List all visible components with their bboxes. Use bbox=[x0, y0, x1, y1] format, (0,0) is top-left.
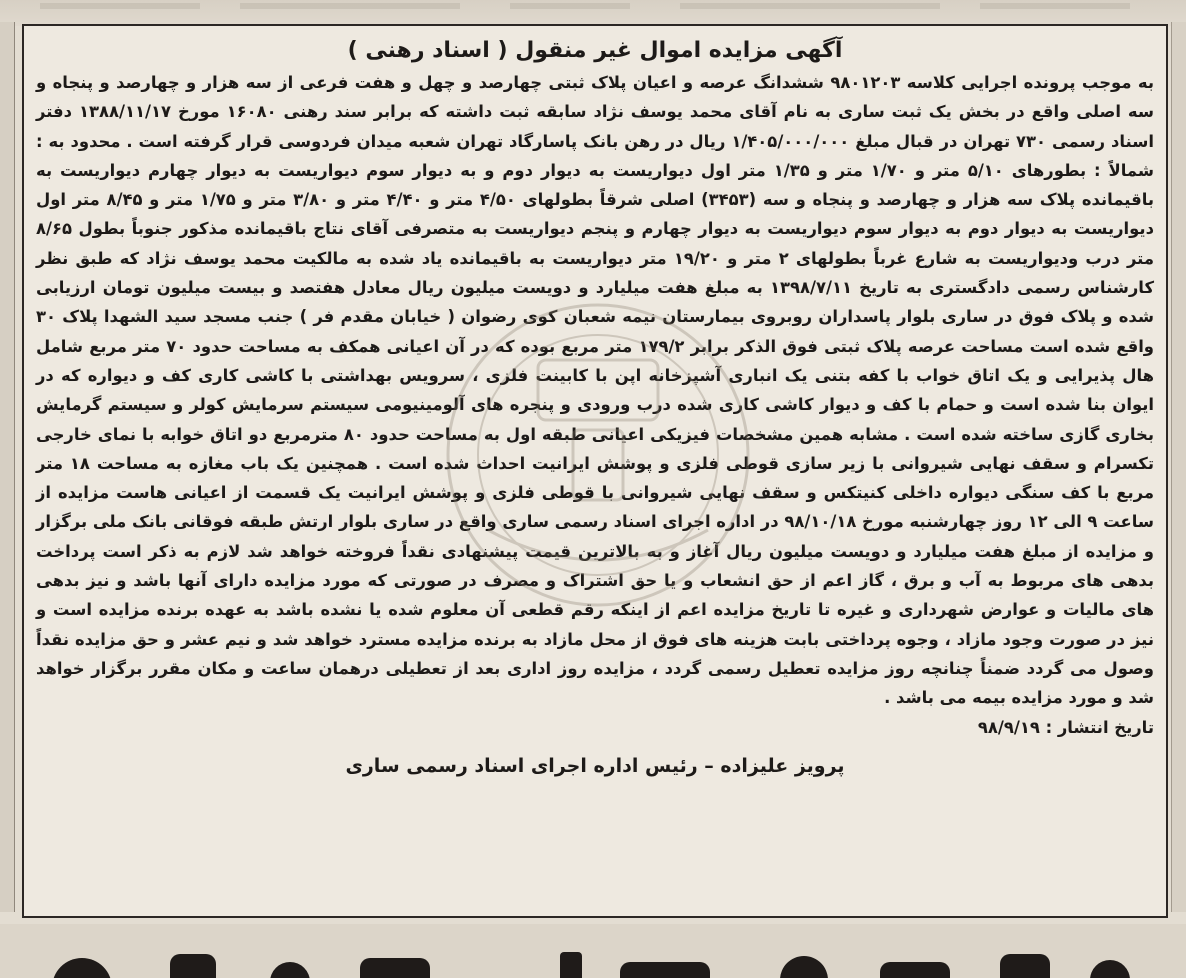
publication-date-value: ۹۸/۹/۱۹ bbox=[977, 717, 1040, 737]
left-column-edge bbox=[0, 22, 15, 912]
next-article-fragment bbox=[0, 924, 1186, 978]
notice-body: به موجب پرونده اجرایی کلاسه ۹۸۰۱۲۰۳ ششدانگ عرصه و اعیان پلاک ثبتی چهارصد و چهل و هفت فرعی از سه هزار و چهارصد و پنجاه و سه اصلی واقع در بخش یک ثبت ساری به نام آقای محمد یوسف نژاد سابقه ثبت داشته که برابر سند رهنی ۱۶۰۸۰ مورخ ۱۳۸۸/۱۱/۱۷ دفتر اسناد رسمی ۷۳۰ تهران در قبال مبلغ ۱/۴۰۵/۰۰۰/۰۰۰ ریال در رهن بانک پاسارگاد تهران شعبه میدان فردوسی قرار گرفته است . محدود به : شمالاً : بطورهای ۵/۱۰ متر و ۱/۷۰ متر و ۱/۳۵ متر اول دیواریست به دیوار دوم و به دیوار سوم دیواریست به دیوار چهارم دیواریست به باقیمانده پلاک سه هزار و چهارصد و پنجاه و سه (۳۴۵۳) اصلی شرقاً بطولهای ۴/۵۰ متر و ۴/۴۰ متر و ۳/۸۰ متر و ۱/۷۵ متر و ۸/۴۵ متر اول دیواریست به دیوار دوم به دیوار سوم دیواریست به دیوار چهارم و پنجم دیواریست به متصرفی آقای نتاج باقیمانده مذکور جنوباً بطول ۸/۶۵ متر درب ودیواریست به شارع غرباً بطولهای ۲ متر و ۱۹/۲۰ متر دیواریست به باقیمانده یاد شده به مالکیت محمد یوسف نژاد که طبق نظر کارشناس رسمی دادگستری به تاریخ ۱۳۹۸/۷/۱۱ به مبلغ هفت میلیارد و دویست میلیون ریال معادل هفتصد و بیست میلیون تومان ارزیابی شده و پلاک فوق در ساری بلوار پاسداران روبروی بیمارستان نیمه شعبان کوی رضوان ( خیابان مقدم فر ) جنب مسجد سید الشهدا پلاک ۳۰ واقع شده است مساحت عرصه پلاک ثبتی فوق الذکر برابر ۱۷۹/۲ متر مربع بوده که در آن اعیانی همکف به مساحت حدود ۷۰ متر مربع شامل هال پذیرایی و یک اتاق خواب با کفه بتنی یک انباری آشپزخانه اپن با کابینت فلزی ، سرویس بهداشتی با کاشی کاری کف و دیواره که در ایوان بنا شده است و حمام با کف و دیوار کاشی کاری شده درب ورودی و پنجره های آلومینیومی سیستم سرمایش کولر و سیستم گرمایش بخاری گازی ساخته شده است . مشابه همین مشخصات فیزیکی اعیانی طبقه اول به مساحت حدود ۸۰ مترمربع دو اتاق خوابه با نمای خارجی تکسرام و سقف نهایی شیروانی با زیر سازی قوطی فلزی و پوشش ایرانیت احداث شده است . همچنین یک باب مغازه به مساحت ۱۸ متر مربع با کف سنگی دیواره داخلی کنیتکس و سقف نهایی شیروانی با قوطی فلزی و پوشش ایرانیت یک قسمت از اعیانی هاست مزایده از ساعت ۹ الی ۱۲ روز چهارشنبه مورخ ۹۸/۱۰/۱۸ در اداره اجرای اسناد رسمی ساری واقع در ساری بلوار ارتش طبقه فوقانی بانک ملی برگزار و مزایده از مبلغ هفت میلیارد و دویست میلیون ریال آغاز و به بالاترین قیمت پیشنهادی نقداً فروخته خواهد شد لازم به ذکر است پرداخت بدهی های مربوط به آب و برق ، گاز اعم از حق انشعاب و یا حق اشتراک و مصرف در صورتی که مورد مزایده دارای آنها باشد و نیز بدهی های مالیات و عوارض شهرداری و غیره تا تاریخ مزایده اعم از اینکه رقم قطعی آن معلوم شده یا نشده باشد به عهده برنده مزایده است و نیز در صورت وجود مازاد ، وجوه پرداختی بابت هزینه های فوق از محل مازاد به برنده مزایده مسترد خواهد شد و نیم عشر و حق مزایده نقداً وصول می گردد ضمناً چنانچه روز مزایده تعطیل رسمی گردد ، مزایده روز اداری بعد از تعطیلی درهمان ساعت و مکان مقرر برگزار خواهد شد و مورد مزایده بیمه می باشد . bbox=[36, 73, 1155, 708]
auction-notice bbox=[22, 24, 1168, 918]
right-column-edge bbox=[1171, 22, 1186, 912]
publication-date-label: تاریخ انتشار : bbox=[1045, 717, 1154, 737]
publication-date bbox=[36, 713, 1154, 742]
top-bleed-strip bbox=[0, 0, 1186, 26]
notice-signature: پرویز علیزاده – رئیس اداره اجرای اسناد رسمی ساری bbox=[345, 754, 845, 777]
notice-title: آگهی مزایده اموال غیر منقول ( اسناد رهنی ) bbox=[347, 38, 843, 63]
